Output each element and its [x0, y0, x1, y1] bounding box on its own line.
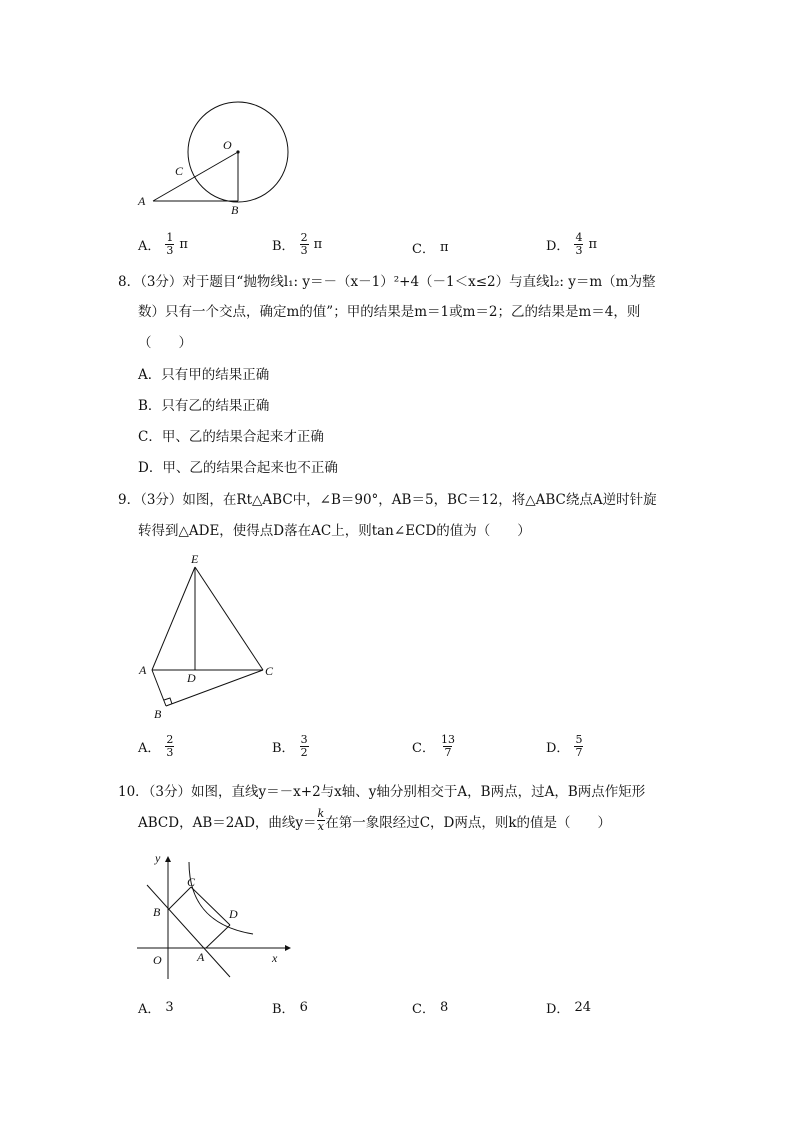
q10-stem-fraction: $\frac{k}{x}$	[317, 807, 325, 833]
q10-option-d[interactable]	[546, 998, 591, 1017]
q8-choice-d[interactable]: D．甲、乙的结果合起来也不正确	[138, 460, 338, 476]
q7-option-a-suffix: π	[179, 237, 188, 252]
q7-option-d-label: D．	[546, 239, 570, 254]
q9-label-B: B	[154, 707, 162, 721]
q10-curve	[189, 862, 253, 934]
q10-stem-line-1: 10．（3分）如图，直线y＝－x+2与x轴、y轴分别相交于A，B两点，过A，B两点作矩形	[118, 784, 646, 800]
q10-label-D: D	[229, 907, 238, 921]
q7-option-b-label: B．	[272, 239, 295, 254]
q8-stem-line-3: （ ）	[138, 335, 192, 351]
q7-option-b-suffix: π	[313, 237, 323, 252]
q9-segment-BC	[166, 670, 263, 706]
q7-option-b[interactable]	[272, 232, 322, 257]
q10-figure	[135, 848, 295, 983]
q7-label-B: B	[231, 203, 239, 217]
q10-label-B: B	[153, 905, 161, 919]
q7-option-c-label: C．	[412, 242, 435, 257]
q10-option-c-text: 8	[439, 1000, 449, 1015]
q9-option-c-fraction: $\frac{13}{7}$	[440, 733, 455, 759]
q10-label-x: x	[272, 951, 278, 965]
q7-segment-AO	[153, 152, 238, 201]
q9-option-a-fraction: $\frac{2}{3}$	[166, 733, 174, 759]
q8-choice-a[interactable]: A．只有甲的结果正确	[138, 367, 270, 383]
q10-segment-BC	[168, 887, 191, 910]
q7-option-a-fraction: $\frac{1}{3}$	[166, 231, 174, 257]
q9-option-d-label: D．	[546, 741, 570, 756]
q7-option-d-fraction: $\frac{4}{3}$	[575, 231, 583, 257]
q9-segment-AB	[152, 670, 166, 706]
q10-option-b-text: 6	[299, 1000, 308, 1015]
q7-label-C: C	[175, 164, 184, 178]
q9-option-a-label: A．	[138, 741, 161, 756]
q9-option-b-label: B．	[272, 741, 295, 756]
q9-option-c-label: C．	[412, 741, 435, 756]
q7-option-d-suffix: π	[588, 237, 597, 252]
q9-segment-AE	[152, 567, 195, 670]
q9-option-c[interactable]	[412, 734, 456, 759]
q10-option-d-label: D．	[546, 1002, 570, 1017]
q10-label-O: O	[153, 953, 162, 967]
q10-label-C: C	[187, 875, 196, 889]
q10-y-axis-arrow	[165, 856, 171, 862]
q10-label-y: y	[155, 851, 161, 865]
q9-label-D: D	[187, 671, 196, 685]
q10-option-a-label: A．	[138, 1002, 161, 1017]
q10-option-b[interactable]	[272, 998, 308, 1017]
q10-option-b-label: B．	[272, 1002, 295, 1017]
q10-stem-line-2-post: 在第一象限经过C，D两点，则k的值是（ ）	[325, 814, 612, 831]
q7-option-b-fraction: $\frac{2}{3}$	[300, 231, 308, 257]
q9-stem-line-1: 9．（3分）如图，在Rt△ABC中，∠B＝90°，AB＝5，BC＝12，将△ABC绕点A逆时针旋	[118, 492, 657, 508]
q7-option-a[interactable]	[138, 232, 188, 257]
q9-figure	[135, 548, 285, 726]
q10-option-d-text: 24	[574, 1000, 591, 1015]
q10-stem-line-2-pre: ABCD，AB＝2AD，曲线y＝	[138, 814, 317, 831]
q10-option-c-label: C．	[412, 1002, 435, 1017]
q8-stem-line-1: 8．（3分）对于题目“抛物线l₁: y＝－（x－1）²+4（－1＜x≤2）与直线l₂: y＝m（m为整	[118, 274, 656, 290]
q9-option-b[interactable]	[272, 734, 309, 759]
q7-figure	[135, 95, 300, 220]
q10-stem-line-2	[138, 808, 611, 833]
q9-segment-EC	[195, 567, 263, 670]
q10-label-A: A	[197, 950, 205, 964]
q7-label-A: A	[138, 194, 146, 208]
q10-option-a-text: 3	[165, 1000, 174, 1015]
q10-segment-CD	[191, 887, 230, 925]
q9-stem-line-2: 转得到△ADE，使得点D落在AC上，则tan∠ECD的值为（ ）	[138, 523, 531, 539]
q8-choice-b[interactable]: B．只有乙的结果正确	[138, 398, 270, 414]
q10-segment-DA	[206, 925, 230, 948]
q8-choice-c[interactable]: C．甲、乙的结果合起来才正确	[138, 429, 324, 445]
q9-option-d[interactable]	[546, 734, 583, 759]
q10-option-a[interactable]	[138, 998, 174, 1017]
q7-label-O: O	[223, 138, 232, 152]
q8-stem-line-2: 数）只有一个交点，确定m的值”；甲的结果是m＝1或m＝2；乙的结果是m＝4，则	[138, 304, 641, 320]
q9-label-A: A	[139, 663, 147, 677]
q9-option-d-fraction: $\frac{5}{7}$	[575, 733, 583, 759]
q9-label-C: C	[265, 664, 274, 678]
q7-center-dot	[236, 150, 239, 153]
q10-x-axis-arrow	[285, 945, 291, 951]
q7-option-a-label: A．	[138, 239, 161, 254]
q10-option-c[interactable]	[412, 998, 448, 1017]
q9-label-E: E	[191, 552, 199, 566]
q9-option-b-fraction: $\frac{3}{2}$	[300, 733, 308, 759]
q7-option-d[interactable]	[546, 232, 597, 257]
q9-option-a[interactable]	[138, 734, 174, 759]
q7-option-c[interactable]	[412, 238, 449, 257]
q7-option-c-text: π	[439, 240, 449, 255]
